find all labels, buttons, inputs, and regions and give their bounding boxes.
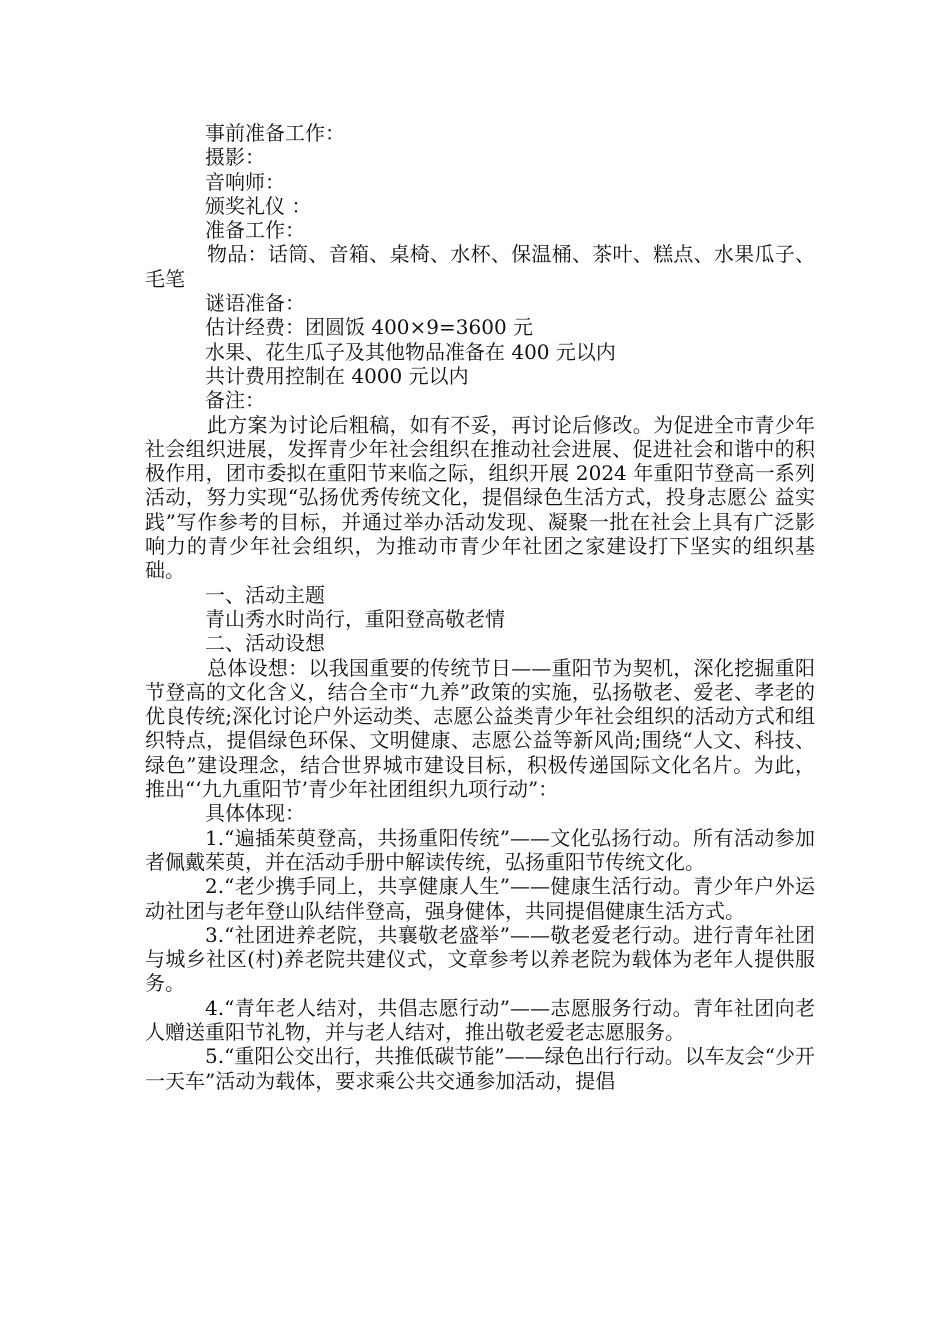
section-heading-theme: 一、活动主题 [205, 582, 325, 607]
paragraph-theme: 青山秀水时尚行，重阳登高敬老情 [205, 606, 505, 631]
paragraph-budget-dinner: 估计经费：团圆饭 400×9=3600 元 [205, 315, 534, 340]
section-heading-concept: 二、活动设想 [205, 631, 325, 656]
paragraph-riddles: 谜语准备： [205, 291, 305, 316]
list-item-action-3: 3.“社团进养老院，共襄敬老盛举”——敬老爱老行动。进行青年社团与城乡社区(村)养老院共建仪式，文章参考以养老院为载体为老年人提供服务。 [145, 922, 815, 996]
paragraph-photography: 摄影： [205, 145, 265, 170]
paragraph-budget-total: 共计费用控制在 4000 元以内 [205, 363, 469, 388]
paragraph-remarks: 备注： [205, 388, 265, 413]
paragraph-introduction: 此方案为讨论后粗稿，如有不妥，再讨论后修改。为促进全市青少年社会组织进展，发挥青少年社会组织在推动社会进展、促进社会和谐中的积极作用，团市委拟在重阳节来临之际，组织开展 2024 年重阳节登高一系列活动，努力实现“弘扬优秀传统文化，提倡绿色生活方式，投身志愿公 益实践”写作参考的目标，并通过举办活动发现、凝聚一批在社会上具有广泛影响力的青少年社会组织，为推动市青少年社团之家建设打下坚实的组织基础。 [145, 412, 815, 583]
list-item-action-4: 4.“青年老人结对，共倡志愿行动”——志愿服务行动。青年社团向老人赠送重阳节礼物，并与老人结对，推出敬老爱老志愿服务。 [145, 995, 815, 1044]
paragraph-preparation-heading: 事前准备工作： [205, 121, 345, 145]
paragraph-items: 物品：话筒、音箱、桌椅、水杯、保温桶、茶叶、糕点、水果瓜子、毛笔 [145, 242, 815, 291]
paragraph-preparation-work: 准备工作： [205, 218, 305, 243]
paragraph-sound-engineer: 音响师： [205, 169, 285, 194]
paragraph-award-etiquette: 颁奖礼仪 ： [205, 193, 312, 218]
document-page [145, 121, 815, 1093]
paragraph-specifics-heading: 具体体现： [205, 801, 305, 826]
list-item-action-1: 1.“遍插茱萸登高，共扬重阳传统”——文化弘扬行动。所有活动参加者佩戴茱萸，并在活动手册中解读传统，弘扬重阳节传统文化。 [145, 825, 815, 874]
paragraph-budget-fruit: 水果、花生瓜子及其他物品准备在 400 元以内 [205, 339, 616, 364]
list-item-action-2: 2.“老少携手同上，共享健康人生”——健康生活行动。青少年户外运动社团与老年登山队结伴登高，强身健体，共同提倡健康生活方式。 [145, 874, 815, 923]
paragraph-overall-concept: 总体设想：以我国重要的传统节日——重阳节为契机，深化挖掘重阳节登高的文化含义，结合全市“九养”政策的实施，弘扬敬老、爱老、孝老的优良传统;深化讨论户外运动类、志愿公益类青少年社会组织的活动方式和组织特点，提倡绿色环保、文明健康、志愿公益等新风尚;围绕“人文、科技、绿色”建设理念，结合世界城市建设目标，积极传递国际文化名片。为此，推出“‘九九重阳节’青少年社团组织九项行动”： [145, 655, 815, 802]
list-item-action-5: 5.“重阳公交出行，共推低碳节能”——绿色出行行动。以车友会“少开一天车”活动为载体，要求乘公共交通参加活动，提倡 [145, 1044, 815, 1093]
